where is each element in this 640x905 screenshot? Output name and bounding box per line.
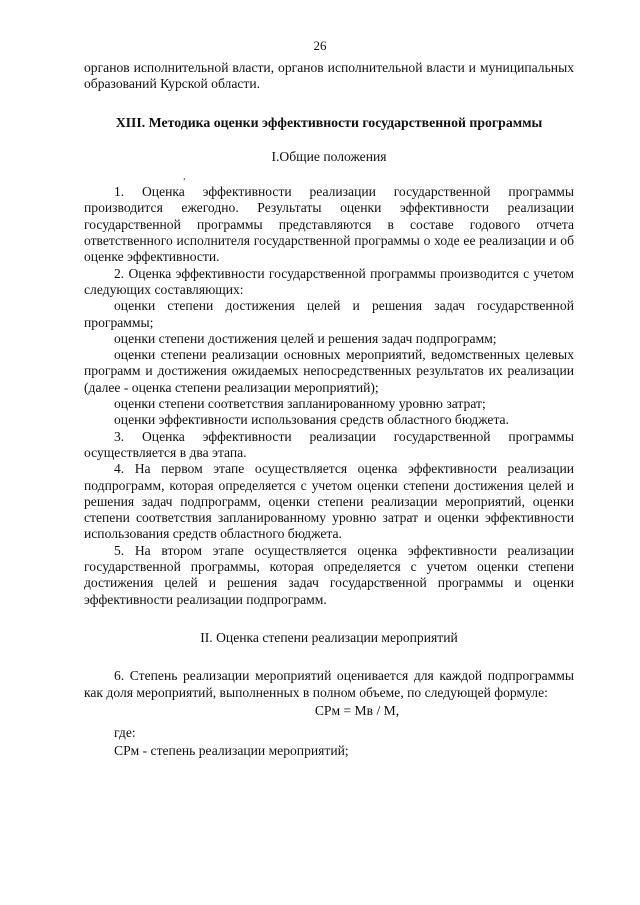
intro-paragraph: органов исполнительной власти, органов исполнительной власти и муниципальных образований Курской области. [84, 60, 574, 92]
page-content [84, 60, 574, 760]
paragraph-6: 6. Степень реализации мероприятий оценивается для каждой подпрограммы как доля мероприятий, выполненных в полном объеме, по следующей формуле: [84, 668, 574, 700]
definition-1: СРм - степень реализации мероприятий; [114, 743, 349, 759]
list-item-1: оценки степени достижения целей и решения задач государственной программы; [84, 298, 574, 330]
formula: СРм = Мв / М, [314, 702, 400, 718]
list-item-4: оценки степени соответствия запланированному уровню затрат; [114, 396, 486, 412]
subsection-title-general: I.Общие положения [271, 148, 387, 164]
where-label: где: [114, 725, 136, 741]
section-title: XIII. Методика оценки эффективности государственной программы [115, 114, 543, 130]
list-item-2: оценки степени достижения целей и решения задач подпрограмм; [114, 330, 497, 346]
paragraph-1: 1. Оценка эффективности реализации государственной программы производится ежегодно. Результаты оценки эффективности реализации государственной программы представляются в составе годового отчета ответственного исполнителя государственной программы о ходе ее реализации и об оценке эффективности. [84, 184, 574, 265]
paragraph-3: 3. Оценка эффективности реализации государственной программы осуществляется в два этапа. [84, 428, 574, 460]
stray-mark: , [183, 170, 186, 182]
paragraph-5: 5. На втором этапе осуществляется оценка эффективности реализации государственной программы, которая определяется с учетом оценки степени достижения целей и решения задач государственной программы и оценки эффективности реализации подпрограмм. [84, 542, 574, 607]
list-item-5: оценки эффективности использования средств областного бюджета. [114, 412, 509, 428]
paragraph-4: 4. На первом этапе осуществляется оценка эффективности реализации подпрограмм, которая определяется с учетом оценки степени достижения целей и решения задач подпрограмм, оценки степени реализации мероприятий, оценки степени соответствия запланированному уровню затрат и оценки эффективности использования средств областного бюджета. [84, 461, 574, 542]
paragraph-2: 2. Оценка эффективности государственной программы производится с учетом следующих составляющих: [84, 265, 574, 297]
page-number: 26 [313, 38, 327, 53]
subsection-title-measures: II. Оценка степени реализации мероприятий [200, 629, 458, 645]
list-item-3: оценки степени реализации основных мероприятий, ведомственных целевых программ и достижения ожидаемых непосредственных результатов их реализации (далее - оценка степени реализации мероприятий); [84, 347, 574, 395]
